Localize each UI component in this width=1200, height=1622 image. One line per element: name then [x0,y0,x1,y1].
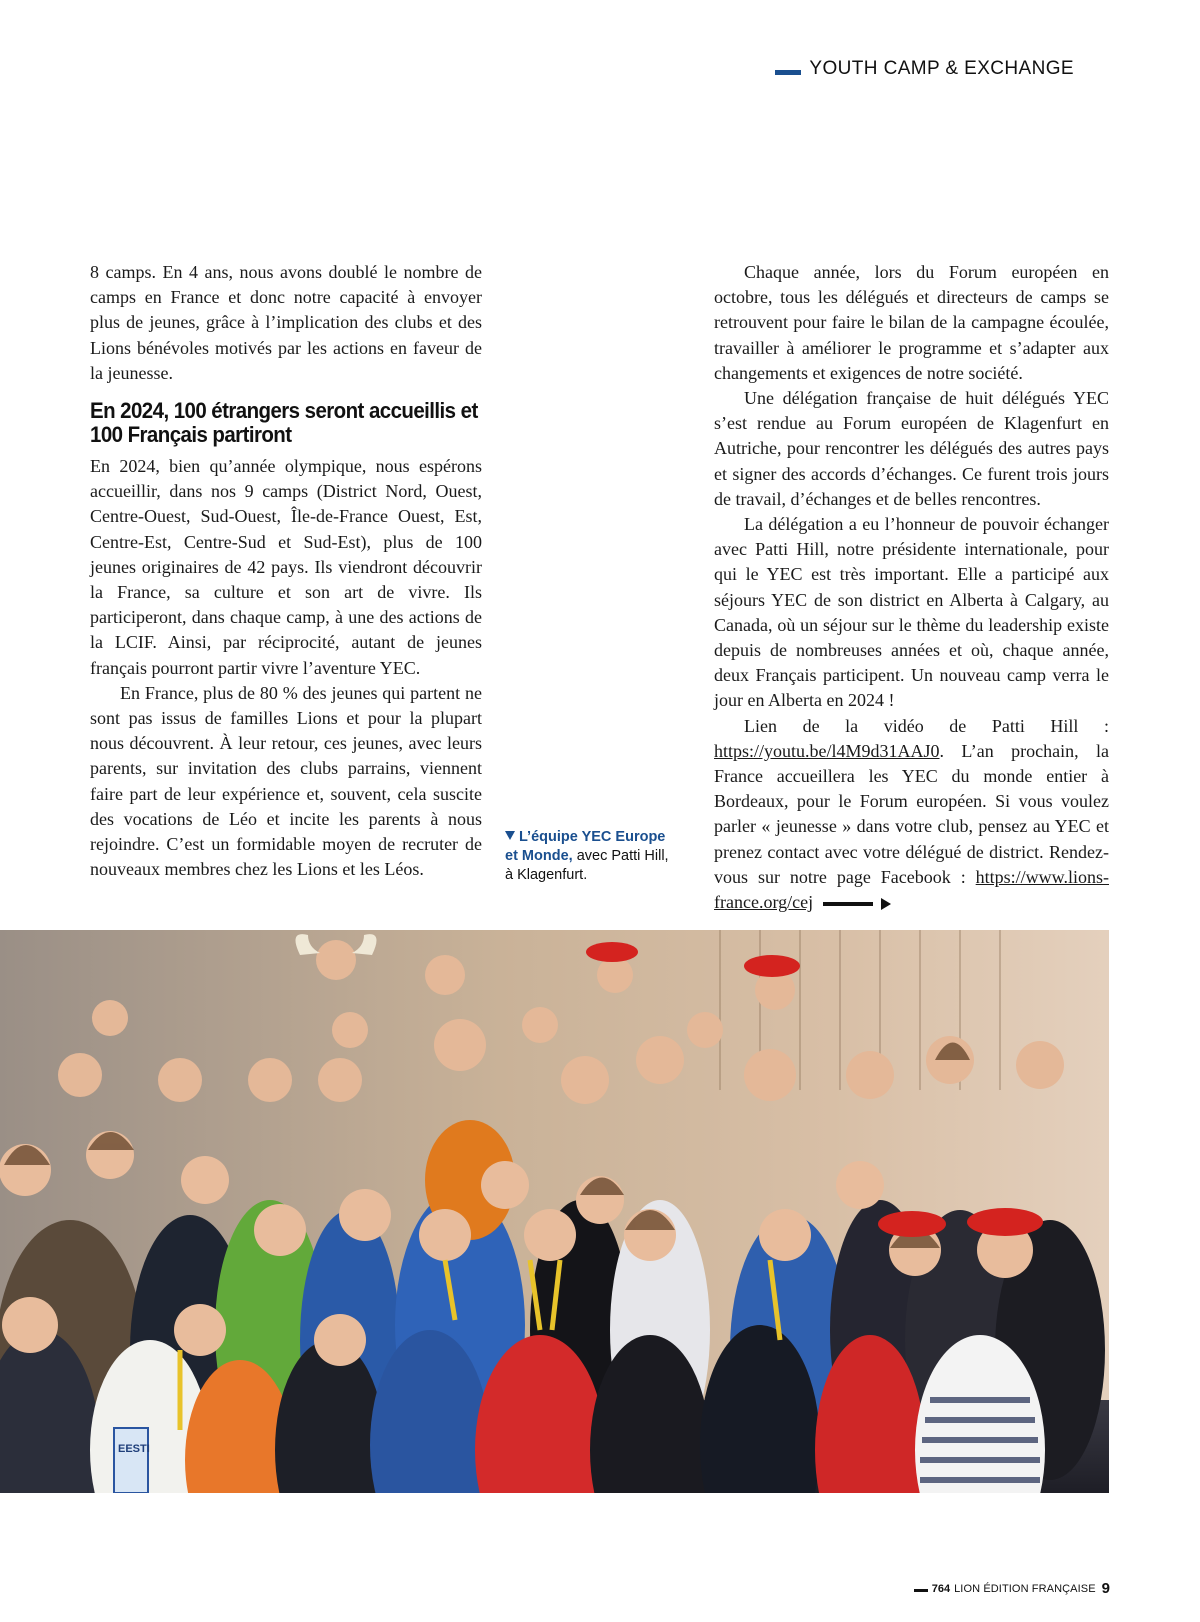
issue-number: 764 [931,1582,951,1595]
arrow-right-icon [881,898,891,910]
article-column-right [714,260,1109,915]
section-marker [775,70,801,75]
group-photo-illustration [0,930,1109,1493]
end-line [823,902,873,906]
publication-name: LION ÉDITION FRANÇAISE [954,1582,1096,1595]
paragraph: Chaque année, lors du Forum européen en octobre, tous les délégués et directeurs de camps se retrouvent pour faire le bilan de la campagne écoulée, travailler à améliorer le programme et s’adapter aux changements et exigences de notre société. [714,262,1109,383]
caption-lead: L’équipe YEC Europe et Monde, [505,829,666,864]
paragraph: En France, plus de 80 % des jeunes qui partent ne sont pas issus de familles Lions et pour la plupart nous découvrent. À leur retour, ces jeunes, avec leurs parents, sur invitation des clubs parrains, viennent faire part de leur expérience et, souvent, cela suscite des vocations de Léo et incite les parents à nous rejoindre. C’est un formidable moyen de recruter de nouveaux membres chez les Lions et les Léos. [90,682,482,880]
article-column-left [90,260,482,882]
paragraph: La délégation a eu l’honneur de pouvoir échanger avec Patti Hill, notre présidente internationale, pour qui le YEC est très important. Elle a participé aux séjours YEC de son district en Alberta à Calgary, au Canada, où un séjour sur le thème du leadership existe depuis de nombreuses années et où, chaque année, deux Français participent. Un nouveau camp verra le jour en Alberta en 2024 ! [714,514,1109,711]
paragraph: Une délégation française de huit délégués YEC s’est rendue au Forum européen de Klagenfurt en Autriche, pour rencontrer les délégués des autres pays et signer des accords d’échanges. Ce furent trois jours de travail, d’échanges et de belles rencontres. [714,388,1109,509]
facebook-link[interactable]: https://www.lions-france.org/cej [714,866,1109,913]
footer-dash [914,1589,928,1592]
eesti-badge-text: EESTI [118,1443,150,1455]
page-footer [914,1580,1110,1597]
page-number: 9 [1101,1580,1110,1597]
section-header [775,58,1074,80]
paragraph-with-links [714,714,1109,916]
paragraph: En 2024, bien qu’année olympique, nous espérons accueillir, dans nos 9 camps (District Nord, Ouest, Centre-Ouest, Sud-Ouest, Île-de-France Ouest, Est, Centre-Est, Centre-Sud et Sud-Est), plus de 100 jeunes originaires de 42 pays. Ils viendront découvrir la France, sa culture et son art de vivre. Ils participeront, dans chaque camp, à une des actions de la LCIF. Ainsi, par réciprocité, autant de jeunes français pourront partir vivre l’aventure YEC. [90,456,482,678]
video-link[interactable]: https://youtu.be/l4M9d31AAJ0 [714,740,940,761]
triangle-down-icon [505,831,515,840]
photo-caption [505,828,680,885]
eesti-badge [114,1428,148,1493]
section-title: YOUTH CAMP & EXCHANGE [809,58,1074,79]
text: Lien de la vidéo de Patti Hill : [744,715,1109,736]
paragraph: 8 camps. En 4 ans, nous avons doublé le nombre de camps en France et donc notre capacité à envoyer plus de jeunes, grâce à l’implication des clubs et des Lions bénévoles motivés par les actions en faveur de la jeunesse. [90,262,482,383]
caption-text: avec Patti Hill, à Klagenfurt. [505,848,669,883]
end-of-article-marker [823,898,891,910]
group-photo [0,930,1109,1493]
subheading: En 2024, 100 étrangers seront accueillis et 100 Français partiront [90,398,478,448]
text: . L’an prochain, la France accueillera les YEC du monde entier à Bordeaux, pour le Forum européen. Si vous voulez parler « jeunesse » dans votre club, pensez au YEC et prenez contact avec votre délégué de district. Rendez-vous sur notre page Facebook : [714,740,1109,887]
